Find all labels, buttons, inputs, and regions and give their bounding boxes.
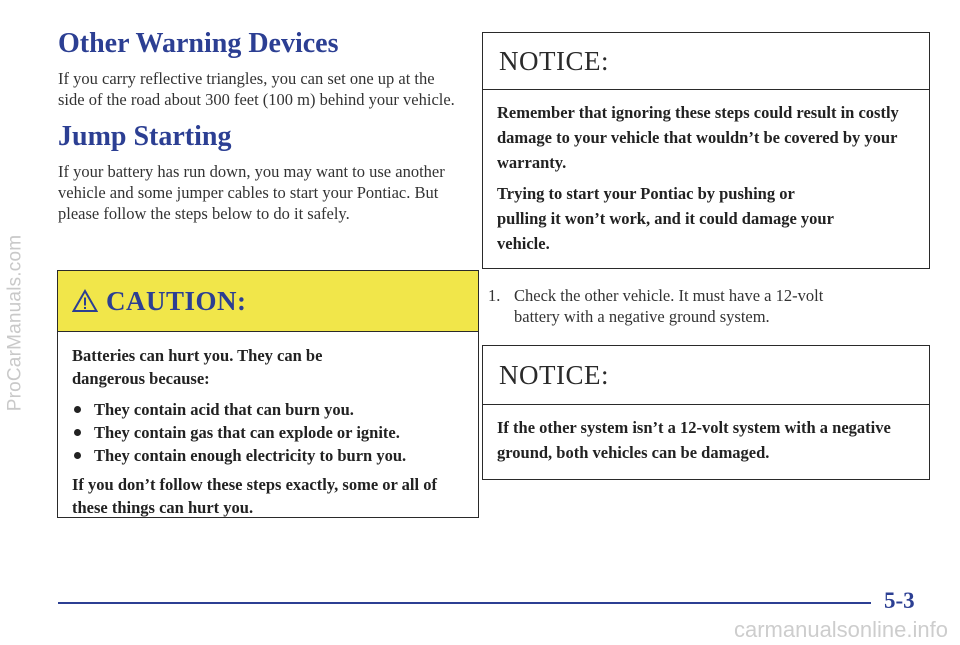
bullet-dot-icon	[74, 429, 81, 436]
caution-intro: Batteries can hurt you. They can be dangerous because:	[72, 346, 323, 388]
bullet-dot-icon	[74, 406, 81, 413]
bottom-watermark: carmanualsonline.info	[733, 617, 948, 642]
notice-label: NOTICE:	[499, 359, 609, 390]
notice-header	[483, 346, 929, 405]
jump-starting-text: If your battery has run down, you may want to use another vehicle and some jumper cables to start your Pontiac. But please follow the steps below to do it safely.	[58, 162, 445, 223]
notice-box-ground	[482, 345, 930, 480]
notice-label: NOTICE:	[499, 45, 609, 76]
notice-box-damage	[482, 32, 930, 269]
caution-closing: If you don’t follow these steps exactly, some or all of these things can hurt you.	[72, 475, 437, 517]
step-text: Check the other vehicle. It must have a 12-volt battery with a negative ground system.	[514, 286, 824, 326]
caution-body	[58, 332, 478, 519]
caution-label: CAUTION:	[106, 285, 247, 316]
notice-paragraph: Remember that ignoring these steps could result in costly damage to your vehicle that wouldn’t be covered by your warranty.	[497, 103, 899, 172]
notice-paragraph: If the other system isn’t a 12-volt system with a negative ground, both vehicles can be damaged.	[497, 418, 891, 462]
bullet-dot-icon	[74, 452, 81, 459]
caution-bullet: They contain enough electricity to burn you.	[72, 444, 464, 467]
caution-bullet: They contain acid that can burn you.	[72, 398, 464, 421]
caution-box	[57, 270, 479, 518]
right-column	[482, 32, 930, 480]
caution-bullet: They contain gas that can explode or ignite.	[72, 421, 464, 444]
side-watermark	[2, 0, 28, 645]
notice-body	[483, 405, 929, 479]
jump-starting-heading: Jump Starting	[58, 121, 232, 152]
caution-bullet-list	[72, 398, 464, 467]
step-number: 1.	[488, 286, 501, 305]
warning-triangle-icon	[72, 289, 98, 313]
warning-devices-text: If you carry reflective triangles, you can set one up at the side of the road about 300 feet (100 m) behind your vehicle.	[58, 69, 455, 109]
warning-devices-heading: Other Warning Devices	[58, 28, 339, 59]
step-1	[482, 285, 930, 327]
caution-header	[58, 271, 478, 332]
footer-rule	[58, 602, 871, 604]
side-watermark-text: ProCarManuals.com	[4, 234, 26, 411]
left-column	[58, 28, 478, 224]
notice-paragraph: Trying to start your Pontiac by pushing or pulling it won’t work, and it could damage your vehicle.	[497, 184, 834, 253]
notice-header	[483, 33, 929, 90]
page-number: 5-3	[884, 588, 915, 613]
notice-body	[483, 90, 929, 268]
